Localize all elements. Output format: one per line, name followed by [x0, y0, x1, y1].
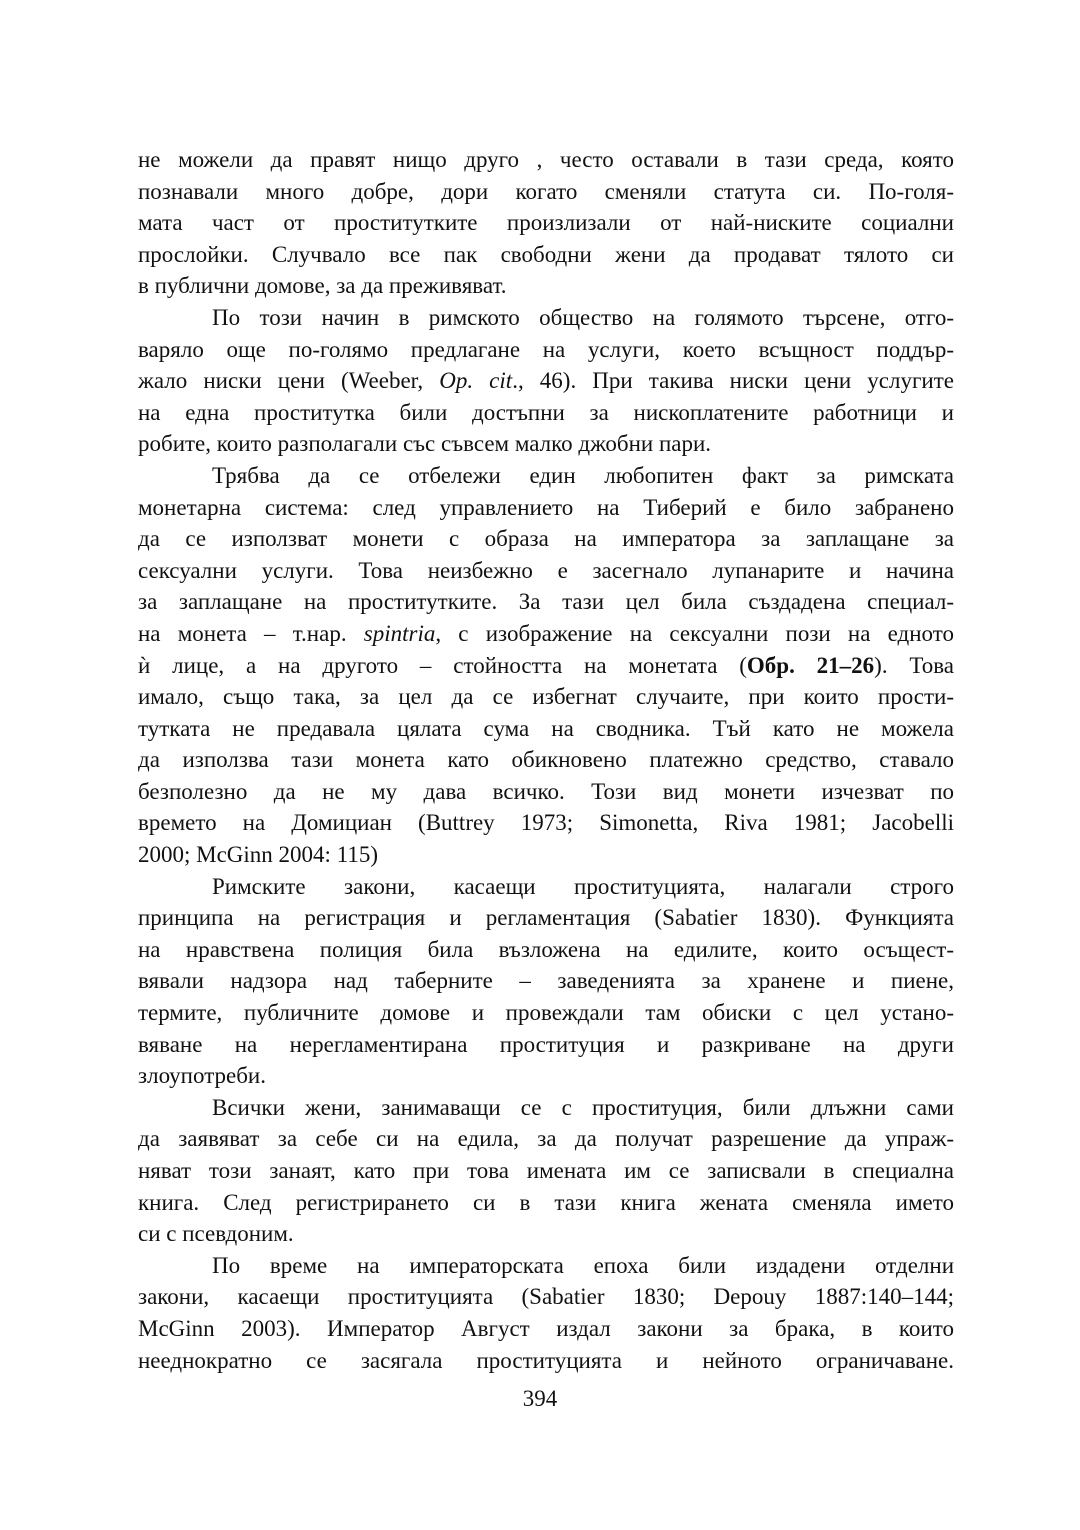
- italic-term: spintria: [363, 620, 436, 646]
- text-line: няват този занаят, като при това имената им се записвали в специална: [138, 1158, 954, 1183]
- text-line: книга. След регистрирането си в тази книга жената сменяла името: [138, 1189, 954, 1215]
- text-line: McGinn 2003). Император Август издал закони за брака, в които: [138, 1315, 954, 1341]
- text-line: времето на Домициан (Buttrey 1973; Simonetta, Riva 1981; Jacobelli: [138, 810, 954, 836]
- text-line: в публични домове, за да преживяват.: [138, 273, 507, 299]
- figure-reference: Обр. 21–26: [746, 652, 875, 678]
- text-line: вявали надзора над таберните – заведенията за хранене и пиене,: [138, 968, 954, 994]
- text-line: познавали много добре, дори когато сменяли статута си. По-голя-: [138, 178, 954, 204]
- text-line: прослойки. Случвало все пак свободни жени да продават тялото си: [138, 241, 954, 267]
- paragraph-3: [138, 460, 954, 871]
- text-line: имало, също така, за цел да се избегнат случаите, при които прости-: [138, 684, 954, 710]
- text-line: тутката не предавала цялата сума на сводника. Тъй като не можела: [138, 715, 954, 741]
- text-line: на една проститутка били достъпни за нископлатените работници и: [138, 399, 954, 425]
- paragraph-2: [138, 302, 954, 460]
- text-line: монетарна система: след управлението на Тиберий е било забранено: [138, 494, 954, 520]
- text-line: безполезно да не му дава всичко. Този вид монети изчезват по: [138, 778, 954, 804]
- text-line: термите, публичните домове и провеждали там обиски с цел устано-: [138, 1000, 954, 1026]
- paragraph-5: [138, 1092, 954, 1250]
- text-run: на монета – т.нар.: [138, 620, 364, 646]
- text-line: злоупотреби.: [138, 1063, 266, 1089]
- paragraph-4: [138, 871, 954, 1092]
- text-line: По време на императорската епоха били издадени отделни: [212, 1252, 954, 1278]
- text-line: принципа на регистрация и регламентация (Sabatier 1830). Функцията: [138, 905, 954, 931]
- page-number: 394: [522, 1386, 558, 1411]
- text-line: [138, 618, 954, 650]
- paragraph-1: [138, 144, 954, 302]
- text-line: сексуални услуги. Това неизбежно е засегнало лупанарите и начина: [138, 557, 954, 583]
- text-line: да се използват монети с образа на императора за заплащане за: [138, 526, 954, 552]
- text-line: си с псевдоним.: [138, 1221, 294, 1247]
- text-run: жало ниски цени (Weeber,: [138, 368, 440, 394]
- text-line: вяване на нерегламентирана проституция и разкриване на други: [138, 1031, 954, 1057]
- text-line: мата част от проститутките произлизали от най-ниските социални: [138, 210, 954, 236]
- text-line: [138, 365, 954, 397]
- text-line: По този начин в римското общество на голямото търсене, отго-: [212, 304, 954, 330]
- text-line: робите, които разполагали със съвсем малко джобни пари.: [138, 431, 712, 457]
- text-line: Римските закони, касаещи проституцията, налагали строго: [212, 873, 954, 899]
- paragraph-6: [138, 1250, 954, 1376]
- text-run: ., 46). При такива ниски цени услугите: [512, 368, 954, 394]
- text-line: на нравствена полиция била възложена на едилите, които осъщест-: [138, 936, 954, 962]
- text-line: Трябва да се отбележи един любопитен факт за римската: [212, 462, 954, 488]
- text-line: [138, 650, 954, 682]
- text-line: не можели да правят нищо друго , често оставали в тази среда, която: [138, 147, 954, 172]
- text-line: да заявяват за себе си на едила, за да получат разрешение да упраж-: [138, 1126, 954, 1152]
- text-run: ѝ лице, а на другото – стойността на монетата (: [138, 652, 747, 678]
- text-run: , с изображение на сексуални пози на едното: [435, 620, 954, 646]
- text-run: ). Това: [874, 652, 954, 678]
- text-line: варяло още по-голямо предлагане на услуги, което всъщност поддър-: [138, 336, 954, 362]
- italic-citation: Op. cit: [439, 368, 513, 394]
- text-line: 2000; McGinn 2004: 115): [138, 842, 378, 868]
- text-line: за заплащане на проститутките. За тази цел била създадена специал-: [138, 589, 954, 615]
- text-line: нееднократно се засягала проституцията и нейното ограничаване.: [138, 1347, 954, 1373]
- document-page: [138, 144, 954, 1376]
- text-line: Всички жени, занимаващи се с проституция, били длъжни сами: [212, 1094, 954, 1120]
- text-line: закони, касаещи проституцията (Sabatier 1830; Depouy 1887:140–144;: [138, 1284, 954, 1310]
- text-line: да използва тази монета като обикновено платежно средство, ставало: [138, 747, 954, 773]
